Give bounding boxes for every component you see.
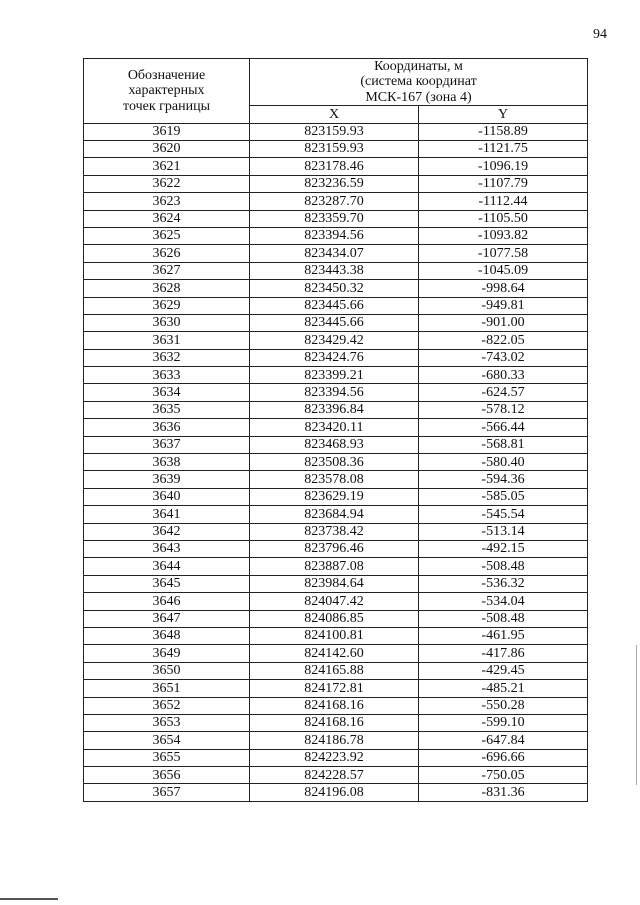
header-coord-line: (система координат <box>360 74 477 90</box>
y-coordinate-cell: -550.28 <box>419 697 588 714</box>
table-row <box>84 332 588 349</box>
table-row <box>84 749 588 766</box>
y-coordinate-cell: -417.86 <box>419 645 588 662</box>
table-row <box>84 436 588 453</box>
y-coordinate-cell: -680.33 <box>419 367 588 384</box>
table-row <box>84 123 588 140</box>
table-row <box>84 193 588 210</box>
point-number-cell: 3655 <box>84 749 250 766</box>
x-coordinate-cell: 824228.57 <box>250 767 419 784</box>
header-label-line: точек границы <box>123 98 210 114</box>
x-coordinate-cell: 823434.07 <box>250 245 419 262</box>
y-coordinate-cell: -998.64 <box>419 280 588 297</box>
header-coord-line: Координаты, м <box>374 59 463 74</box>
point-number-cell: 3632 <box>84 349 250 366</box>
scan-artifact-edge <box>636 645 637 785</box>
table-row <box>84 262 588 279</box>
table-row <box>84 384 588 401</box>
point-number-cell: 3649 <box>84 645 250 662</box>
x-coordinate-cell: 824086.85 <box>250 610 419 627</box>
x-coordinate-cell: 823684.94 <box>250 506 419 523</box>
point-number-cell: 3648 <box>84 627 250 644</box>
table-row <box>84 280 588 297</box>
point-number-cell: 3629 <box>84 297 250 314</box>
scan-artifact-line <box>0 898 58 900</box>
x-coordinate-cell: 824047.42 <box>250 593 419 610</box>
point-number-cell: 3642 <box>84 523 250 540</box>
x-coordinate-cell: 824142.60 <box>250 645 419 662</box>
point-number-cell: 3620 <box>84 141 250 158</box>
y-coordinate-cell: -1096.19 <box>419 158 588 175</box>
y-coordinate-cell: -624.57 <box>419 384 588 401</box>
point-number-cell: 3644 <box>84 558 250 575</box>
x-coordinate-cell: 824100.81 <box>250 627 419 644</box>
x-coordinate-cell: 823796.46 <box>250 540 419 557</box>
point-number-cell: 3657 <box>84 784 250 801</box>
x-coordinate-cell: 823468.93 <box>250 436 419 453</box>
y-coordinate-cell: -1112.44 <box>419 193 588 210</box>
point-number-cell: 3641 <box>84 506 250 523</box>
x-coordinate-cell: 823287.70 <box>250 193 419 210</box>
table-row <box>84 714 588 731</box>
table-row <box>84 419 588 436</box>
y-coordinate-cell: -513.14 <box>419 523 588 540</box>
y-coordinate-cell: -580.40 <box>419 454 588 471</box>
point-number-cell: 3635 <box>84 401 250 418</box>
y-coordinate-cell: -1121.75 <box>419 141 588 158</box>
table-row <box>84 593 588 610</box>
point-number-cell: 3630 <box>84 314 250 331</box>
x-coordinate-cell: 823394.56 <box>250 227 419 244</box>
x-coordinate-cell: 823399.21 <box>250 367 419 384</box>
y-coordinate-cell: -1107.79 <box>419 175 588 192</box>
table-row <box>84 784 588 801</box>
point-number-cell: 3627 <box>84 262 250 279</box>
y-coordinate-cell: -545.54 <box>419 506 588 523</box>
table-row <box>84 767 588 784</box>
y-coordinate-cell: -901.00 <box>419 314 588 331</box>
table-row <box>84 523 588 540</box>
x-coordinate-cell: 823887.08 <box>250 558 419 575</box>
point-number-cell: 3643 <box>84 540 250 557</box>
table-row <box>84 367 588 384</box>
y-coordinate-cell: -568.81 <box>419 436 588 453</box>
y-coordinate-cell: -508.48 <box>419 558 588 575</box>
table-row <box>84 488 588 505</box>
table-row <box>84 645 588 662</box>
x-coordinate-cell: 823450.32 <box>250 280 419 297</box>
point-number-cell: 3636 <box>84 419 250 436</box>
y-coordinate-cell: -647.84 <box>419 732 588 749</box>
coordinates-table <box>83 58 588 802</box>
x-coordinate-cell: 824168.16 <box>250 697 419 714</box>
y-coordinate-cell: -585.05 <box>419 488 588 505</box>
header-coord-line: МСК-167 (зона 4) <box>365 89 472 105</box>
x-coordinate-cell: 823984.64 <box>250 575 419 592</box>
table-row <box>84 627 588 644</box>
point-number-cell: 3622 <box>84 175 250 192</box>
x-coordinate-cell: 823394.56 <box>250 384 419 401</box>
x-coordinate-cell: 823445.66 <box>250 314 419 331</box>
y-coordinate-cell: -429.45 <box>419 662 588 679</box>
y-coordinate-cell: -831.36 <box>419 784 588 801</box>
point-number-cell: 3656 <box>84 767 250 784</box>
y-coordinate-cell: -822.05 <box>419 332 588 349</box>
header-point-designation <box>84 59 250 124</box>
x-coordinate-cell: 823508.36 <box>250 454 419 471</box>
point-number-cell: 3639 <box>84 471 250 488</box>
header-label-line: характерных <box>128 83 205 99</box>
x-coordinate-cell: 823178.46 <box>250 158 419 175</box>
y-coordinate-cell: -750.05 <box>419 767 588 784</box>
point-number-cell: 3646 <box>84 593 250 610</box>
table-row <box>84 558 588 575</box>
x-coordinate-cell: 824168.16 <box>250 714 419 731</box>
table-row <box>84 610 588 627</box>
x-coordinate-cell: 824196.08 <box>250 784 419 801</box>
header-y: Y <box>419 106 588 123</box>
table-row <box>84 471 588 488</box>
x-coordinate-cell: 823420.11 <box>250 419 419 436</box>
point-number-cell: 3640 <box>84 488 250 505</box>
y-coordinate-cell: -696.66 <box>419 749 588 766</box>
y-coordinate-cell: -1045.09 <box>419 262 588 279</box>
y-coordinate-cell: -461.95 <box>419 627 588 644</box>
point-number-cell: 3626 <box>84 245 250 262</box>
point-number-cell: 3653 <box>84 714 250 731</box>
y-coordinate-cell: -492.15 <box>419 540 588 557</box>
x-coordinate-cell: 823236.59 <box>250 175 419 192</box>
x-coordinate-cell: 823396.84 <box>250 401 419 418</box>
point-number-cell: 3651 <box>84 680 250 697</box>
y-coordinate-cell: -536.32 <box>419 575 588 592</box>
y-coordinate-cell: -485.21 <box>419 680 588 697</box>
header-label-line: Обозначение <box>127 67 206 83</box>
point-number-cell: 3650 <box>84 662 250 679</box>
y-coordinate-cell: -1077.58 <box>419 245 588 262</box>
table-row <box>84 349 588 366</box>
table-row <box>84 575 588 592</box>
table-row <box>84 662 588 679</box>
point-number-cell: 3633 <box>84 367 250 384</box>
x-coordinate-cell: 823443.38 <box>250 262 419 279</box>
x-coordinate-cell: 824186.78 <box>250 732 419 749</box>
table-row <box>84 158 588 175</box>
y-coordinate-cell: -1105.50 <box>419 210 588 227</box>
table-row <box>84 314 588 331</box>
y-coordinate-cell: -566.44 <box>419 419 588 436</box>
table-row <box>84 540 588 557</box>
point-number-cell: 3619 <box>84 123 250 140</box>
point-number-cell: 3621 <box>84 158 250 175</box>
point-number-cell: 3628 <box>84 280 250 297</box>
x-coordinate-cell: 823629.19 <box>250 488 419 505</box>
x-coordinate-cell: 823424.76 <box>250 349 419 366</box>
y-coordinate-cell: -534.04 <box>419 593 588 610</box>
table-row <box>84 680 588 697</box>
point-number-cell: 3652 <box>84 697 250 714</box>
table-row <box>84 227 588 244</box>
table-row <box>84 732 588 749</box>
x-coordinate-cell: 823359.70 <box>250 210 419 227</box>
x-coordinate-cell: 823578.08 <box>250 471 419 488</box>
x-coordinate-cell: 823738.42 <box>250 523 419 540</box>
point-number-cell: 3645 <box>84 575 250 592</box>
point-number-cell: 3631 <box>84 332 250 349</box>
x-coordinate-cell: 824165.88 <box>250 662 419 679</box>
x-coordinate-cell: 824223.92 <box>250 749 419 766</box>
x-coordinate-cell: 824172.81 <box>250 680 419 697</box>
table-row <box>84 697 588 714</box>
y-coordinate-cell: -949.81 <box>419 297 588 314</box>
y-coordinate-cell: -599.10 <box>419 714 588 731</box>
point-number-cell: 3647 <box>84 610 250 627</box>
table-row <box>84 297 588 314</box>
x-coordinate-cell: 823159.93 <box>250 123 419 140</box>
header-x: X <box>250 106 419 123</box>
table-row <box>84 245 588 262</box>
table-row <box>84 454 588 471</box>
y-coordinate-cell: -508.48 <box>419 610 588 627</box>
y-coordinate-cell: -1158.89 <box>419 123 588 140</box>
x-coordinate-cell: 823159.93 <box>250 141 419 158</box>
table-row <box>84 210 588 227</box>
point-number-cell: 3624 <box>84 210 250 227</box>
point-number-cell: 3638 <box>84 454 250 471</box>
point-number-cell: 3623 <box>84 193 250 210</box>
y-coordinate-cell: -1093.82 <box>419 227 588 244</box>
table-row <box>84 506 588 523</box>
table-row <box>84 175 588 192</box>
x-coordinate-cell: 823445.66 <box>250 297 419 314</box>
page-number: 94 <box>593 27 607 42</box>
point-number-cell: 3637 <box>84 436 250 453</box>
point-number-cell: 3654 <box>84 732 250 749</box>
y-coordinate-cell: -578.12 <box>419 401 588 418</box>
point-number-cell: 3634 <box>84 384 250 401</box>
y-coordinate-cell: -743.02 <box>419 349 588 366</box>
table-row <box>84 141 588 158</box>
point-number-cell: 3625 <box>84 227 250 244</box>
x-coordinate-cell: 823429.42 <box>250 332 419 349</box>
y-coordinate-cell: -594.36 <box>419 471 588 488</box>
header-coordinates <box>250 59 588 106</box>
table-row <box>84 401 588 418</box>
table-body <box>84 123 588 801</box>
